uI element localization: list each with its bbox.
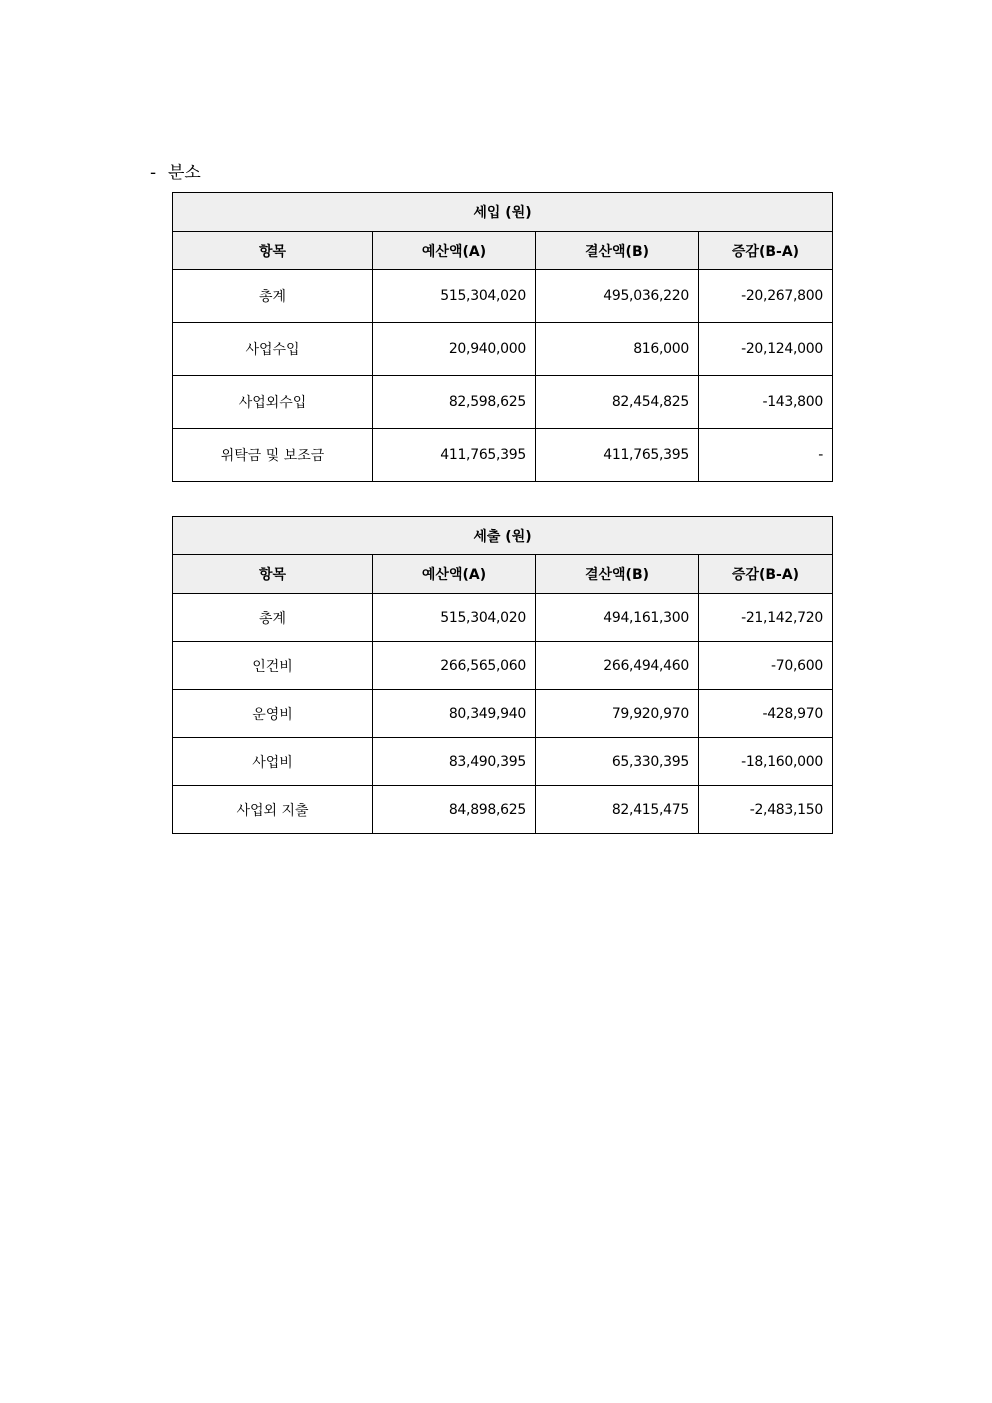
row-item: 총계 (173, 594, 373, 642)
income-caption: 세입 (원) (173, 193, 833, 232)
row-settled: 82,415,475 (536, 786, 699, 834)
row-item: 사업외수입 (173, 376, 373, 429)
table-row (173, 323, 833, 376)
row-item: 사업비 (173, 738, 373, 786)
row-diff: -2,483,150 (699, 786, 833, 834)
row-diff: -21,142,720 (699, 594, 833, 642)
row-budget: 82,598,625 (373, 376, 536, 429)
table-row (173, 786, 833, 834)
row-settled: 411,765,395 (536, 429, 699, 482)
expense-caption-row (173, 517, 833, 555)
table-row (173, 594, 833, 642)
row-budget: 83,490,395 (373, 738, 536, 786)
column-header-settled: 결산액(B) (536, 555, 699, 594)
column-header-diff: 증감(B-A) (699, 232, 833, 270)
row-diff: -143,800 (699, 376, 833, 429)
row-diff: -428,970 (699, 690, 833, 738)
row-budget: 80,349,940 (373, 690, 536, 738)
row-diff: -18,160,000 (699, 738, 833, 786)
table-row (173, 429, 833, 482)
expense-header-row (173, 555, 833, 594)
income-caption-row (173, 193, 833, 232)
income-table (172, 192, 833, 482)
expense-caption: 세출 (원) (173, 517, 833, 555)
row-diff: -20,267,800 (699, 270, 833, 323)
row-budget: 84,898,625 (373, 786, 536, 834)
row-settled: 494,161,300 (536, 594, 699, 642)
row-item: 사업외 지출 (173, 786, 373, 834)
row-item: 사업수입 (173, 323, 373, 376)
table-row (173, 642, 833, 690)
row-item: 인건비 (173, 642, 373, 690)
row-diff: - (699, 429, 833, 482)
section-heading (150, 161, 201, 185)
column-header-item: 항목 (173, 555, 373, 594)
row-diff: -20,124,000 (699, 323, 833, 376)
row-budget: 515,304,020 (373, 270, 536, 323)
row-diff: -70,600 (699, 642, 833, 690)
row-budget: 20,940,000 (373, 323, 536, 376)
row-settled: 82,454,825 (536, 376, 699, 429)
row-item: 위탁금 및 보조금 (173, 429, 373, 482)
expense-table (172, 516, 833, 834)
table-row (173, 690, 833, 738)
income-header-row (173, 232, 833, 270)
row-settled: 495,036,220 (536, 270, 699, 323)
row-settled: 65,330,395 (536, 738, 699, 786)
row-settled: 816,000 (536, 323, 699, 376)
column-header-budget: 예산액(A) (373, 232, 536, 270)
table-row (173, 376, 833, 429)
row-budget: 515,304,020 (373, 594, 536, 642)
column-header-budget: 예산액(A) (373, 555, 536, 594)
column-header-diff: 증감(B-A) (699, 555, 833, 594)
heading-title: 분소 (168, 163, 201, 183)
table-row (173, 270, 833, 323)
row-item: 총계 (173, 270, 373, 323)
column-header-settled: 결산액(B) (536, 232, 699, 270)
row-settled: 79,920,970 (536, 690, 699, 738)
heading-dash: - (150, 163, 157, 183)
row-budget: 266,565,060 (373, 642, 536, 690)
row-settled: 266,494,460 (536, 642, 699, 690)
table-row (173, 738, 833, 786)
row-item: 운영비 (173, 690, 373, 738)
row-budget: 411,765,395 (373, 429, 536, 482)
column-header-item: 항목 (173, 232, 373, 270)
